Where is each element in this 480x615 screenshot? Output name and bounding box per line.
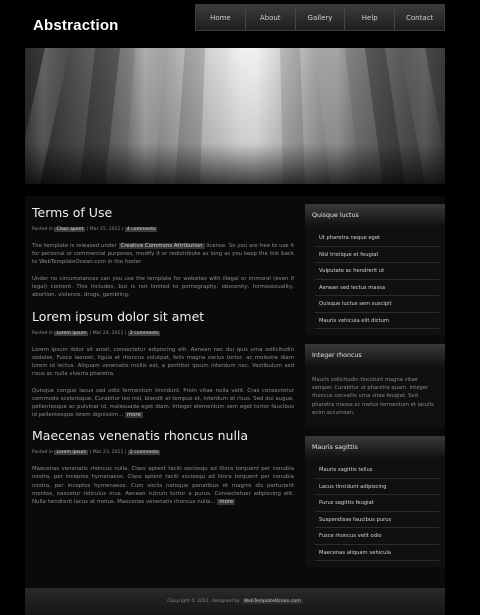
post — [32, 309, 294, 420]
sidebar-link[interactable]: Lacus tincidunt adipiscing — [315, 479, 439, 496]
meta-separator: | — [121, 227, 125, 232]
sidebar-link[interactable]: Aenean sed lectus massa — [315, 280, 439, 297]
meta-prefix: Posted in — [32, 330, 54, 336]
widget-link-list — [305, 458, 445, 567]
paragraph-text: Maecenas venenatis rhoncus nulla. Class aptent taciti sociosqu ad litora torquent per conubia nostra, per inceptos hymenaeos. Class aptent taciti sociosqu ad litora torquent per conubia nostra, per inceptos hymenaeos. Cum sociis natoque penatibus et magnis dis parturient montes, nascetur ridiculus mus. Aenean rutrum tortor a purus. Consectetuer adipiscing elit. Nulla hendrerit lacus at metus. Maecenas venenatis rhoncus nulla... — [32, 466, 294, 505]
sidebar-widget — [305, 204, 445, 335]
paragraph-text: license. So you are free to use it for personal or commercial purposes, modify it or redistribute as long as you keep the link back to WebTemplateOcean.com in the footer. — [32, 243, 295, 266]
post-title[interactable]: Lorem ipsum dolor sit amet — [32, 308, 205, 324]
post-paragraph: Lorem ipsum dolor sit amet, consectetur adipiscing elit. Aenean nec dui quis urna sollicitudin sodales. Fusce laoreet, ligula et rhoncus volutpat, felis magna varius tortor, ac molestie diam lorem id lectus. Aliquam venenatis mollis est, a porttitor ipsum interdum nec. Vestibulum sed risus ac nulla viverra pharetra. — [32, 346, 294, 377]
sidebar — [305, 204, 445, 567]
post-comments-link[interactable]: 2 comments — [129, 450, 159, 456]
header — [0, 0, 480, 48]
post-paragraph — [32, 387, 294, 419]
nav-gallery[interactable]: Gallery — [295, 5, 345, 30]
post — [32, 205, 294, 300]
meta-prefix: Posted in — [32, 450, 54, 456]
post-title[interactable]: Maecenas venenatis rhoncus nulla — [32, 428, 249, 444]
sidebar-link[interactable]: Nisl tristique et feugiat — [315, 247, 439, 264]
sidebar-link[interactable]: Fusce rhoncus velit odio — [315, 528, 439, 545]
footer-designer-link[interactable]: WebTemplateOcean.com — [243, 599, 301, 604]
header-banner-image — [25, 48, 445, 184]
widget-text: Mauris sollicitudin tincidunt magna vitae semper. Curabitur ut pharetra quam. Integer rhoncus convallis urna vitae feugiat. Sed pharetra massa ac metus fermentum et iaculis enim accumsan. — [312, 377, 434, 416]
meta-separator: | — [89, 330, 93, 336]
main-nav — [195, 4, 445, 31]
nav-home[interactable]: Home — [210, 13, 231, 22]
post-date: Mar 23, 2011 — [92, 450, 124, 456]
content-column — [32, 205, 294, 515]
license-link[interactable]: Creative Commons Attribution — [120, 243, 203, 249]
site-logo[interactable]: Abstraction — [33, 17, 119, 34]
post-comments-link[interactable]: 4 comments — [126, 227, 156, 232]
meta-prefix: Posted in — [32, 227, 54, 232]
post-date: Mar 25, 2011 — [89, 227, 121, 232]
widget-link-list — [305, 226, 445, 335]
post-meta — [32, 227, 294, 232]
post-paragraph — [32, 242, 294, 266]
sidebar-link[interactable]: Ut pharetra neque eget — [315, 230, 439, 247]
meta-separator: | — [89, 450, 93, 456]
widget-title: Integer rhoncus — [305, 344, 445, 366]
sidebar-link[interactable]: Purus sagittis feugiat — [315, 495, 439, 512]
sidebar-link[interactable]: Maecenas aliquam vehicula — [315, 545, 439, 562]
sidebar-link[interactable]: Vulputate ac hendrerit ut — [315, 263, 439, 280]
sidebar-widget — [305, 344, 445, 427]
footer — [25, 588, 445, 615]
nav-help[interactable]: Help — [344, 5, 394, 30]
post-paragraph — [32, 465, 294, 505]
widget-title: Quisque luctus — [305, 204, 445, 226]
post-category-link[interactable]: Class apent — [56, 227, 84, 232]
meta-separator: | — [86, 227, 90, 232]
read-more-link[interactable]: more — [126, 412, 141, 419]
footer-text: Copyright © 2011, designed by — [167, 599, 240, 604]
sidebar-widget — [305, 436, 445, 567]
sidebar-link[interactable]: Mauris sagittis tellus — [315, 462, 439, 479]
widget-title: Mauris sagittis — [305, 436, 445, 458]
meta-separator: | — [124, 450, 128, 456]
paragraph-text: The template is released under — [32, 243, 117, 249]
nav-contact[interactable]: Contact — [394, 5, 444, 30]
post-meta — [32, 450, 294, 455]
post — [32, 428, 294, 505]
sidebar-link[interactable]: Quisque luctus sem suscipit — [315, 296, 439, 313]
meta-separator: | — [124, 330, 128, 336]
post-category-link[interactable]: Lorem ipsum — [56, 450, 87, 456]
post-meta — [32, 331, 294, 336]
post-category-link[interactable]: Lorem ipsum — [56, 330, 87, 336]
paragraph-text: Quisque congue lacus sed odio fermentum tincidunt. Proin vitae nulla velit. Cras consectetur commodo scelerisque. Curabitur leo nisl, blandit at tempus et, interdum at risus. Sed dui augue, pellentesque ac pulvinar id, malesuada eget diam. Integer elementum sem eget tortor faucibus id pellentesque lorem dignissim... — [32, 387, 294, 419]
nav-about[interactable]: About — [245, 5, 295, 30]
read-more-link[interactable]: more — [219, 498, 234, 505]
post-title[interactable]: Terms of Use — [32, 205, 113, 220]
post-comments-link[interactable]: 2 comments — [129, 330, 159, 336]
sidebar-link[interactable]: Suspendisse faucibus purus — [315, 512, 439, 529]
sidebar-link[interactable]: Mauris vehicula elit dictum — [315, 313, 439, 330]
post-paragraph: Under no circumstances can you use the template for websites with illegal or immoral (even if legal) content. This includes, but is not limited to pornography, obscenity, homosexuality, abortion, violence, drugs, gambling. — [32, 276, 294, 299]
post-date: Mar 24, 2011 — [92, 330, 124, 336]
